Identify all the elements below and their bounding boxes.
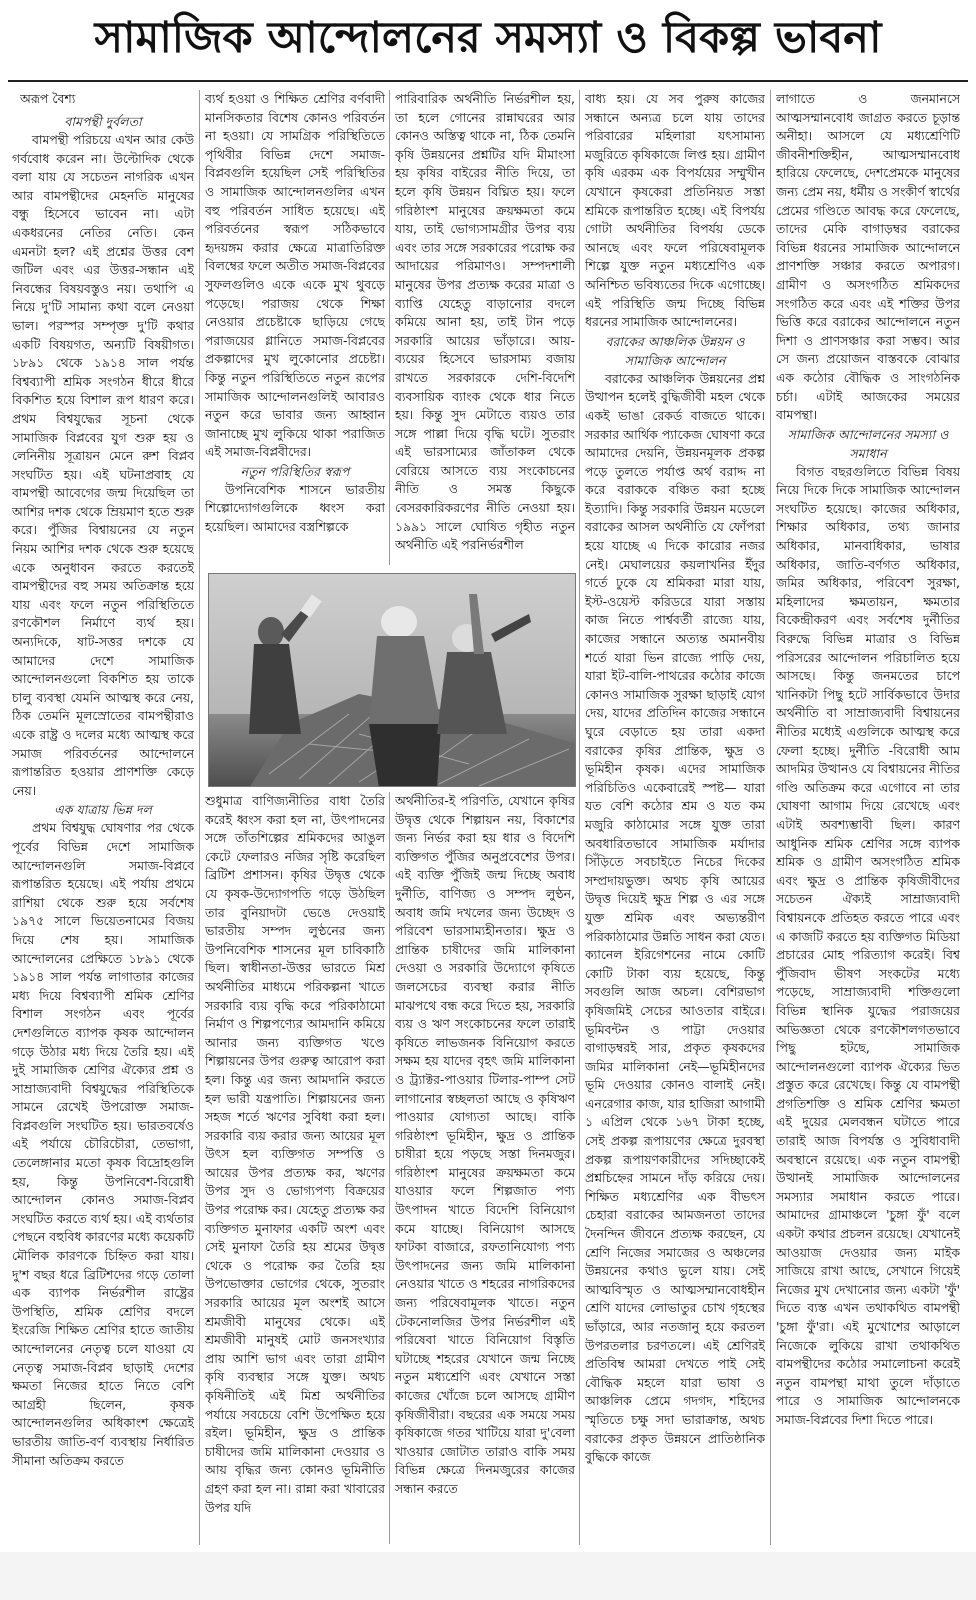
photo-illustration [209,574,576,787]
paragraph: প্রথম বিশ্বযুদ্ধ ঘোষণার পর থেকে পূর্বের বিভিন্ন দেশে সামাজিক আন্দোলনগুলি সমাজ-বিপ্লবে রূপান্তরিত হয়েছে। এই পর্যায় প্রথমে রাশিয়া থেকে শুরু হয়ে সর্বশেষ ১৯৭৫ সালে ভিয়েতনামের বিজয় দিয়ে শেষ হয়। সামাজিক আন্দোলনের প্রেক্ষিতে ১৮৯১ থেকে ১৯১৪ সাল পর্যন্ত লাগাতার কাজের মধ্য দিয়ে বিশ্বব্যাপী শ্রমিক শ্রেণির বিশাল সংগঠন এবং পূর্বের দেশগুলিতে ব্যাপক কৃষক আন্দোলন গড়ে উঠার মধ্য দিয়ে তৈরি হয়। এই দুই সামাজিক শ্রেণির ঐক্যের প্রশ্ন ও সাম্রাজ্যবাদী বিশ্বযুদ্ধের পরিস্থিতিকে সামনে রেখেই উপরোক্ত সমাজ-বিপ্লবগুলি সংঘটিত হয়। ভারতবর্ষেও এই পর্যায়ে চৌরিচৌরা, তেভাগা, তেলেঙ্গানার মতো কৃষক বিদ্রোহগুলি হয়, কিন্তু উপনিবেশ-বিরোধী আন্দোলন কোনও সমাজ-বিপ্লব সংঘটিত করতে ব্যর্থ হয়। এই ব্যর্থতার পেছনে বহুবিধ কারণের মধ্যে কয়েকটি মৌলিক কারণকে চিহ্নিত করা যায়। দু'শ বছর ধরে ব্রিটিশদের গড়ে তোলা এক ব্যাপক নির্ভরশীল রাষ্ট্রের উপস্থিতি, শ্রমিক শ্রেণির বদলে ইংরেজি শিক্ষিত শ্রেণির হাতে জাতীয় আন্দোলনের নেতৃত্ব চলে যাওয়া যে নেতৃত্ব সমাজ-বিপ্লব ছাড়াই দেশের ক্ষমতা নিজের হাতে নিতে বেশি আগ্রহী ছিলেন, কৃষক আন্দোলনগুলির অধিকাংশ ক্ষেত্রেই ভারতীয় জাতি-বর্ণ ব্যবস্থায় নির্ধারিত সীমানা অতিক্রম করতে [12,820,194,1468]
article-column-4 [585,90,765,1545]
column-divider [579,90,580,1545]
paragraph: ব্যর্থ হওয়া ও শিক্ষিত শ্রেণির বর্ণবাদী মানসিকতার বিশেষ কোনও পরিবর্তন না হওয়া। যে সামগ্রিক পরিস্থিতিতে পৃথিবীর বিভিন্ন দেশে সমাজ-বিপ্লবগুলি হয়েছিল সেই পরিস্থিতির ও সামাজিক আন্দোলনগুলির এখন বহু পরিবর্তন সাধিত হয়েছে। এই পরিবর্তনের স্বরূপ সঠিকভাবে হৃদয়ঙ্গম করার ক্ষেত্রে মাত্রাতিরিক্ত বিলম্বের ফলে অতীত সমাজ-বিপ্লবের সুফলগুলিও একে একে মুখ থুবড়ে পড়েছে। পরাজয় থেকে শিক্ষা নেওয়ার প্রচেষ্টাকে ছাড়িয়ে গেছে পরাজয়ের গ্লানিতে সমাজ-বিপ্লবের প্রকল্পাদের মুখ লুকোনোর প্রচেষ্টা। কিন্তু নতুন পরিস্থিতিতে নতুন রূপের সামাজিক আন্দোলনগুলিই আবারও নতুন করে ভাবার জন্য আহ্বান জানাচ্ছে মুখ লুকিয়ে থাকা পরাজিত এই সমাজ-বিপ্লবীদের। [205,91,385,460]
headline-rule [8,80,968,82]
article-column-5 [776,90,960,1530]
subheading: এক যাত্রায় ভিন্ন দল [54,802,152,818]
article-column-2-continued [205,792,385,1544]
subheading: নতুন পরিস্থিতির স্বরূপ [240,463,350,479]
article-column-2 [205,90,385,565]
author-byline: অরূপ বৈশ্য [20,91,76,106]
subheading: বরাকের আঞ্চলিক উন্নয়ন ও সামাজিক আন্দোলন [605,333,745,368]
column-divider [199,90,200,1545]
paragraph: লাগাতে ও জনমানসে আত্মসম্মানবোধ জাগ্রত করতে চূড়ান্ত অনীহা। আসলে যে মধ্যশ্রেণিটি জীবনীশক্তিহীন, আত্মসম্মানবোধ হারিয়ে ফেলেছে, দেশপ্রেমকে মানুষের জন্য প্রেম নয়, ধর্মীয় ও সংকীর্ণ স্বার্থের প্রেমের গণ্ডিতে আবদ্ধ করে ফেলেছে, তাদের মেকি বাগাড়ম্বর বরাকের বিভিন্ন ধরনের সামাজিক আন্দোলনে প্রাণশক্তি সঞ্চার করতে অপারগ। গ্রামীণ ও অসংগঠিত শ্রমিকদের সংগঠিত করে এবং এই শক্তির উপর ভিত্তি করে বরাকের আন্দোলনে নতুন দিশা ও প্রাণসঞ্চার করা সম্ভব। আর সে জন্য প্রয়োজন বাস্তবকে বোঝার এক কঠোর বৌদ্ধিক ও সাংগঠনিক চর্চা। এটাই আজকের সময়ের বামপন্থা। [776,91,960,423]
page-footer-band [0,1552,976,1600]
paragraph: বামপন্থী পরিচয়ে এখন আর কেউ গর্ববোধ করেন না। উল্টোদিক থেকে বলা যায় যে সচেতন নাগরিক এখন আর বামপন্থীদের মেহনতি মানুষের বন্ধু হিসেবে ভাবেন না। এটা একধরনের নেতির নেতি। কেন এমনটা হল? এই প্রশ্নের উত্তর বেশ জটিল এবং এর উত্তর-সন্ধান এই নিবন্ধের বিষয়বস্তুও নয়। তথাপি এ নিয়ে দু'টি সামান্য কথা বলে নেওয়া ভাল। পরস্পর সম্পৃক্ত দু'টি কথার একটি বিষয়গত, অন্যটি বিষয়ীগত। ১৮৯১ থেকে ১৯১৪ সাল পর্যন্ত বিশ্বব্যাপী শ্রমিক সংগঠন ধীরে ধীরে বিকশিত হয়ে বিশাল রূপ ধারণ করে। প্রথম বিশ্বযুদ্ধের সূচনা থেকে সামাজিক বিপ্লবের যুগ শুরু হয় ও লেনিনীয় সূত্রায়ন মেনে রুশ বিপ্লব সংঘটিত হয়। এই ঘটনাপ্রবাহ যে বামপন্থী আবেগের জন্ম দিয়েছিল তা আশির দশক থেকে ম্রিয়মাণ হতে শুরু করে। পুঁজির বিশ্বায়নের যে নতুন নিয়ম আশির দশক থেকে শুরু হয়েছে একে অনুধাবন করতে করতেই বামপন্থীদের বহু সময় অতিক্রান্ত হয়ে যায় এবং ফলে নতুন পরিস্থিতিতে রণকৌশল নির্মাণে ব্যর্থ হয়। অন্যদিকে, ষাট-সত্তর দশকে যে আমাদের দেশে সামাজিক আন্দোলনগুলো বিকশিত হয় তাকে চালু ব্যবস্থা যেমনি আত্মস্থ করে নেয়, ঠিক তেমনি মূলস্রোতের বামপন্থীরাও একে রাষ্ট্র ও দলের মধ্যে আত্মস্থ করে সমাজ পরিবর্তনের আন্দোলনে রূপান্তরিত হওয়ার প্রাণশক্তি কেড়ে নেয়। [12,132,194,798]
column-divider [389,792,390,1544]
paragraph: বরাকের আঞ্চলিক উন্নয়নের প্রশ্ন উত্থাপন হলেই বুদ্ধিজীবী মহল থেকে একই ভাঙা রেকর্ড বাজতে থাকে। সরকার আর্থিক প্যাকেজ ঘোষণা করে আমাদের দেয়নি, উন্নয়নমূলক প্রকল্প পড়ে তুলতে পর্যাপ্ত অর্থ বরাদ্দ না করে বরাককে বঞ্চিত করা হচ্ছে ইত্যাদি। কিন্তু সরকারি উন্নয়ন মডেলে বরাকের আসল অর্থনীতি যে ফোঁপরা হয়ে যাচ্ছে এ দিকে কারোর নজর নেই। মেঘালয়ের কয়লাখনির ইঁদুর গর্তে ঢুকে যে শ্রমিকরা মারা যায়, ইস্ট-ওয়েস্ট করিডরে যারা সস্তায় কাজ নিতে পার্শ্ববর্তী রাজ্যে যায়, কাজের সন্ধানে অত্যন্ত অমানবীয় শর্তে যারা ভিন রাজ্যে পাড়ি দেয়, যারা ইট-বালি-পাথরের কঠোর কাজে কোনও সামাজিক সুরক্ষা ছাড়াই যোগ দেয়, যাদের প্রতিদিন কাজের সন্ধানে ঘুরে বেড়াতে হয় তারা একদা বরাকের কৃষির প্রান্তিক, ক্ষুদ্র ও ভূমিহীন কৃষক। এদের সামাজিক পরিচিতিও একেবারেই স্পষ্ট— যারা যত বেশি কঠোর শ্রম ও যত কম মজুরি কাঠামোর সঙ্গে যুক্ত তারা অবধারিতভাবে সামাজিক মর্যাদার সিঁড়িতে সবচাইতে নিচের দিকের সম্প্রদায়ভুক্ত। অথচ কৃষি আয়ের উদ্বৃত্ত দিয়েই ক্ষুদ্র শিল্প ও এর সঙ্গে যুক্ত শ্রমিক এবং অভ্যন্তরীণ পরিকাঠামোর উন্নতি সাধন করা যেত। ক্যানেল ইরিগেশনের নামে কোটি কোটি টাকা ব্যয় হয়েছে, কিন্তু সবগুলি আজ অচল। বেশিরভাগ কৃষিজমিই সেচের আওতার বাইরে। ভূমিবন্টন ও পাট্টা দেওয়ার বাগাড়ম্বরই সার, প্রকৃত কৃষকদের জমির মালিকানা নেই—ভূমিহীনদের ভূমি দেওয়ার কোনও বালাই নেই। এনরেগার কাজ, যার হাজিরা আগামী ১ এপ্রিল থেকে ১৬৭ টাকা হচ্ছে, সেই প্রকল্প রূপায়ণের ক্ষেত্রে দুরবস্থা প্রকল্প রূপায়ণকারীদের সদিচ্ছাকেই প্রশ্নচিহ্নের সামনে দাঁড় করিয়ে দেয়। শিক্ষিত মধ্যশ্রেণির এক বীভৎস চেহারা বরাকের আমজনতা তাদের দৈনন্দিন জীবনে প্রত্যক্ষ করছেন, যে শ্রেণি নিজের সমাজের ও অঞ্চলের উন্নয়নের কথাও ভুলে যায়। সেই আত্মবিস্মৃত ও আত্মসম্মানবোধহীন শ্রেণি যাদের লোভাতুর চোখ গৃহস্থের ভাঁড়ারে, আর নতজানু হয়ে করতল উপরতলার চরণতলে। এই শ্রেণিরই প্রতিবিম্ব আমরা দেখতে পাই সেই বৌদ্ধিক মহলে যারা ভাষা ও আঞ্চলিক প্রেমে গদগদ, শহিদের স্মৃতিতে চক্ষু সদা ভারাক্রান্ত, অথচ বরাকের প্রকৃত উন্নয়নে প্রাতিষ্ঠানিক বুদ্ধিকে কাজে [585,370,765,1465]
article-column-3-continued [395,792,575,1544]
paragraph: বাধ্য হয়। যে সব পুরুষ কাজের সন্ধানে অন্যত্র চলে যায় তাদের পরিবারের মহিলারা যৎসামান্য মজুরিতে কৃষিকাজে লিপ্ত হয়। গ্রামীণ কৃষি এরকম এক বিপর্যয়ের সম্মুখীন যেখানে কৃষকেরা প্রতিনিয়ত সস্তা শ্রমিকে রূপান্তরিত হচ্ছে। এই বিপর্যয় গোটা অর্থনীতির বিপর্যয় ডেকে আনছে এবং ফলে পরিষেবামূলক শিল্পে যুক্ত নতুন মধ্যশ্রেণিও এক অনিশ্চিত ভবিষ্যতের দিকে এগোচ্ছে। এই পরিস্থিতি জন্ম দিচ্ছে বিভিন্ন ধরনের সামাজিক আন্দোলনের। [585,91,765,330]
article-column-3 [395,90,575,565]
article-column-1 [12,112,194,1544]
subheading: বামপন্থী দুর্বলতা [64,114,142,129]
paragraph: উপনিবেশিক শাসনে ভারতীয় শিল্পোদ্যোগগুলিকে ধ্বংস করা হয়েছিল। আমাদের বস্ত্রশিল্পকে [205,481,385,535]
farmers-harvest-photo [208,573,576,787]
subheading: সামাজিক আন্দোলনের সমস্যা ও সমাধান [787,426,949,461]
paragraph: বিগত বছরগুলিতে বিভিন্ন বিষয় নিয়ে দিকে দিকে সামাজিক আন্দোলন সংঘটিত হয়েছে। কাজের অধিকার, শিক্ষার অধিকার, তথ্য জানার অধিকার, মানবাধিকার, ভাষার অধিকার, জাতি-বর্ণগত অধিকার, জমির অধিকার, পরিবেশ সুরক্ষা, মহিলাদের ক্ষমতায়ন, ক্ষমতার বিকেন্দ্রীকরণ এবং সর্বশেষ দুর্নীতির বিরুদ্ধে বিভিন্ন মাত্রার ও বিভিন্ন পরিসরের আন্দোলন পরিচালিত হয়ে আসছে। কিন্তু জনমতের চাপে খানিকটা পিছু হটে সার্বিকভাবে উদার অর্থনীতি বা সাম্রাজ্যবাদী বিশ্বায়নের নীতির মধ্যেই এগুলিকে আত্মস্থ করে ফেলা হচ্ছে। দুর্নীতি -বিরোধী আম আদমির উত্থানও যে বিশ্বায়নের নীতির গণ্ডি অতিক্রম করে এগোবে না তার ঘোষণা আগাম দিয়ে রেখেছে এবং এটাই অবশ্যম্ভাবী ছিল। কারণ আধুনিক শ্রমিক শ্রেণির সঙ্গে ব্যাপক শ্রমিক ও গ্রামীণ অসংগঠিত শ্রমিক এবং ক্ষুদ্র ও প্রান্তিক কৃষিজীবীদের সচেতন ঐক্যই সাম্রাজ্যবাদী বিশ্বায়নকে প্রতিহত করতে পারে এবং এ কাজটি করতে হয় ব্যক্তিগত মিডিয়া প্রচারের মোহ পরিত্যাগ করেই। বিশ্ব পুঁজিবাদ ভীষণ সংকটের মধ্যে পড়েছে, সাম্রাজ্যবাদী শক্তিগুলো বিভিন্ন স্থানিক যুদ্ধের পরাজয়ের অভিজ্ঞতা থেকে রণকৌশলগতভাবে পিছু হটছে, সামাজিক আন্দোলনগুলো ব্যাপক ঐক্যের ভিত প্রস্তুত করে রেখেছে। কিন্তু যে বামপন্থী প্রগতিশক্তি ও শ্রমিক শ্রেণির ক্ষমতা এই দুয়ের মেলবন্ধন ঘটাতে পারে তারাই আজ বিপর্যস্ত ও সুবিধাবাদী অবস্থানে রয়েছে। এক নতুন বামপন্থী উত্থানই সামাজিক আন্দোলনের সমস্যার সমাধান করতে পারে। আমাদের গ্রামাঞ্চলে 'চুঙ্গা ফুঁ' বলে একটা কথার প্রচলন রয়েছে। যেখানেই আওয়াজ দেওয়ার জন্য মাইক সাজিয়ে রাখা আছে, সেখানে গিয়েই নিজের মুখ দেখানোর জন্য একটা 'ফুঁ' দিতে ব্যস্ত এখন তথাকথিত বামপন্থী 'চুঙ্গা ফুঁ'রা। এই মুখোশের আড়ালে নিজেকে লুকিয়ে রাখা তথাকথিত বামপন্থীদের কঠোর সমালোচনা করেই নতুন বামপন্থা মাথা তুলে দাঁড়াতে পারে ও সামাজিক আন্দোলনকে সমাজ-বিপ্লবের দিশা দিতে পারে। [776,463,960,1427]
column-divider [770,90,771,1545]
headline: সামাজিক আন্দোলনের সমস্যা ও বিকল্প ভাবনা [94,13,882,63]
paragraph: পারিবারিক অর্থনীতি নির্ভরশীল হয়, তা হলে গোনের রান্নাঘরের আর কোনও অস্তিত্ব থাকে না, ঠিক তেমনি কৃষি উন্নয়নের প্রশ্নটির যদি মীমাংসা হয় কৃষির বাইরের নীতি দিয়ে, তা হলে কৃষি উন্নয়ন বিঘ্নিত হয়। ফলে গরিষ্ঠাংশ মানুষের ক্রয়ক্ষমতা কমে যায়, তাই ভোগ্যসামগ্রীর উপর ব্যয় এবং তার সঙ্গে সরকারের পরোক্ষ কর আদায়ের পরিমাণও। সম্পদশালী মানুষের উপর প্রত্যক্ষ করের মাত্রা ও ব্যাপ্তি যেহেতু বাড়ানোর বদলে কমিয়ে আনা হয়, তাই টান পড়ে সরকারি আয়ের ভাঁড়ারে। আয়-ব্যয়ের হিসেবে ভারসাম্য বজায় রাখতে সরকারকে দেশি-বিদেশি ব্যবসায়িক ব্যাংক থেকে ধার নিতে হয়। কিন্তু সুদ মেটাতে ব্যয়ও তার সঙ্গে পাল্লা দিয়ে বৃদ্ধি ঘটে। সুতরাং এই ভারসাম্যের জাঁতাকল থেকে বেরিয়ে আসতে ব্যয় সংকোচনের নীতি ও সমস্ত কিছুকে বেসরকারিকরণের নীতি নেওয়া হয়। ১৯৯১ সালে ঘোষিত গৃহীত নতুন অর্থনীতি এই পরনির্ভরশীল [395,91,575,553]
paragraph: শুধুমাত্র বাণিজ্যনীতির বাধা তৈরি করেই ধ্বংস করা হল না, উৎপাদনের সঙ্গে তাঁতশিল্পের শ্রমিকদের আঙুল কেটে ফেলারও নজির সৃষ্টি করেছিল ব্রিটিশ প্রশাসন। কৃষির উদ্বৃত্ত থেকে যে কৃষক-উদ্যোগপতি গড়ে উঠছিল তার বুনিয়াদটা ভেঙে দেওয়াই ভারতীয় সম্পদ লুণ্ঠনের জন্য উপনিবেশিক শাসনের মূল চাবিকাঠি ছিল। স্বাধীনতা-উত্তর ভারতে মিশ্র অর্থনীতির মাধ্যমে পরিকল্পনা খাতে সরকারি ব্যয় বৃদ্ধি করে পরিকাঠামো নির্মাণ ও শিল্পপণ্যের আমদানি কমিয়ে আনার জন্য ব্যক্তিগত খণ্ডে শিল্পায়নের উপর গুরুত্ব আরোপ করা হল। কিন্তু এর জন্য আমদানি করতে হল ভারী যন্ত্রপাতি। শিল্পায়নের জন্য সহজ শর্তে ঋণের সুবিধা করা হল। সরকারি ব্যয় করার জন্য আয়ের মূল উৎস হল ব্যক্তিগত সম্পত্তি ও আয়ের উপর প্রত্যক্ষ কর, ঋণের উপর সুদ ও ভোগ্যপণ্য বিক্রয়ের উপর পরোক্ষ কর। যেহেতু প্রত্যক্ষ কর ব্যক্তিগত মুনাফার একটি অংশ এবং সেই মুনাফা তৈরি হয় শ্রমের উদ্বৃত্ত থেকে ও পরোক্ষ কর তৈরি হয় উপভোক্তার ভোগের থেকে, সুতরাং সরকারি আয়ের মূল অংশই আসে শ্রমজীবী মানুষের থেকে। এই শ্রমজীবী মানুষই মোট জনসংখ্যার প্রায় আশি ভাগ এবং তারা গ্রামীণ কৃষি ব্যবস্থার সঙ্গে যুক্ত। অথচ কৃষিনীতিই এই মিশ্র অর্থনীতির পর্যায়ে সবচেয়ে বেশি উপেক্ষিত হয়ে রইল। ভূমিহীন, ক্ষুদ্র ও প্রান্তিক চাষীদের জমি মালিকানা দেওয়ার ও আয় বৃদ্ধির জন্য কোনও ভূমিনীতি গ্রহণ করা হল না। রান্না করা খাবারের উপর যদি [205,793,385,1515]
paragraph: অর্থনীতির-ই পরিণতি, যেখানে কৃষির উদ্বৃত্ত থেকে শিল্পায়ন নয়, বিকাশের জন্য নির্ভর করা হয় ধার ও বিদেশি ব্যক্তিগত পুঁজির অনুপ্রবেশের উপর। এই ব্যক্তি পুঁজিই জন্ম দিচ্ছে অবাধ দুর্নীতি, বাণিজ্য ও সম্পদ লুণ্ঠন, অবাধ জমি দখলের জন্য উচ্ছেদ ও পরিবেশ ভারসাম্যহীনতার। ক্ষুদ্র ও প্রান্তিক চাষীদের জমি মালিকানা দেওয়া ও সরকারি উদ্যোগে কৃষিতে জলসেচের ব্যবস্থা করার নীতি মাঝপথে বন্ধ করে দিতে হয়, সরকারি ব্যয় ও ঋণ সংকোচনের ফলে তারাই কৃষিতে লাভজনক বিনিয়োগ করতে সক্ষম হয় যাদের বৃহৎ জমি মালিকানা ও ট্র্যাক্টর-পাওয়ার টিলার-পাম্প সেট লাগানোর স্বচ্ছলতা আছে ও কৃষিঋণ পাওয়ার যোগ্যতা আছে। বাকি গরিষ্ঠাংশ ভূমিহীন, ক্ষুদ্র ও প্রান্তিক চাষীরা হয়ে পড়ছে সস্তা দিনমজুর। গরিষ্ঠাংশ মানুষের ক্রয়ক্ষমতা কমে যাওয়ার ফলে শিল্পজাত পণ্য উৎপাদন খাতে বিদেশি বিনিয়োগ কমে যাচ্ছে। বিনিয়োগ আসছে ফাটকা বাজারে, রফতানিযোগ্য পণ্য উৎপাদনের জন্য জমি মালিকানা নেওয়ার খাতে ও শহরের নাগরিকদের জন্য পরিষেবামূলক খাতে। নতুন টেকনোলজির উপর নির্ভরশীল এই পরিষেবা খাতে বিনিয়োগ বিস্তৃতি ঘটাচ্ছে শহরের যেখানে জন্ম নিচ্ছে নতুন মধ্যশ্রেণি এবং যেখানে সস্তা কাজের খোঁজে চলে আসছে গ্রামীণ কৃষিজীবীরা। বছরের এক সময়ে সময় কৃষিকাজে গতর খাটিয়ে যারা দু'বেলা খাওয়ার জোটাত তারাও বাকি সময় বিভিন্ন ক্ষেত্রে দিনমজুরের কাজের সন্ধান করতে [395,793,575,1496]
column-divider [389,90,390,565]
